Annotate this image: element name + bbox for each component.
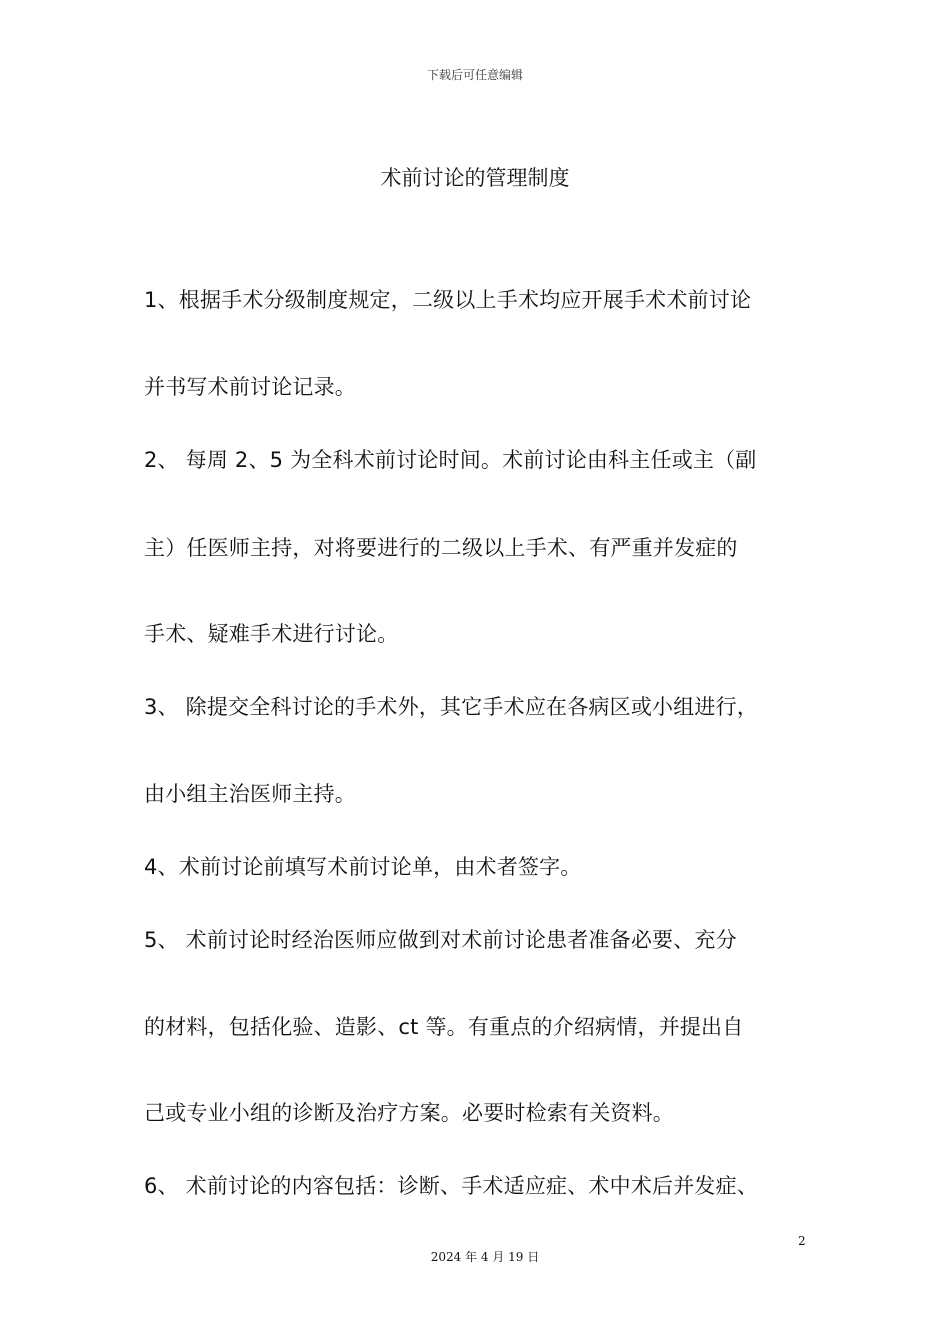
header-note: 下载后可任意编辑	[426, 68, 523, 82]
body-line: 2、 每周 2、5 为全科术前讨论时间。术前讨论由科主任或主（副	[144, 448, 757, 472]
page-number: 2	[798, 1234, 806, 1248]
body-line: 由小组主治医师主持。	[144, 782, 356, 806]
body-line: 6、 术前讨论的内容包括：诊断、手术适应症、术中术后并发症、	[144, 1174, 759, 1198]
body-line: 4、术前讨论前填写术前讨论单，由术者签字。	[144, 855, 582, 879]
body-line: 3、 除提交全科讨论的手术外，其它手术应在各病区或小组进行，	[144, 695, 759, 719]
body-line: 手术、疑难手术进行讨论。	[144, 622, 399, 646]
document-title: 术前讨论的管理制度	[380, 166, 570, 190]
footer-date: 2024 年 4 月 19 日	[430, 1250, 540, 1264]
body-line: 的材料，包括化验、造影、ct 等。有重点的介绍病情，并提出自	[144, 1015, 744, 1039]
body-line: 1、根据手术分级制度规定，二级以上手术均应开展手术术前讨论	[144, 288, 752, 312]
body-line: 5、 术前讨论时经治医师应做到对术前讨论患者准备必要、充分	[144, 928, 737, 952]
body-line: 并书写术前讨论记录。	[144, 375, 356, 399]
body-line: 主）任医师主持，对将要进行的二级以上手术、有严重并发症的	[144, 536, 738, 560]
body-line: 己或专业小组的诊断及治疗方案。必要时检索有关资料。	[144, 1101, 674, 1125]
